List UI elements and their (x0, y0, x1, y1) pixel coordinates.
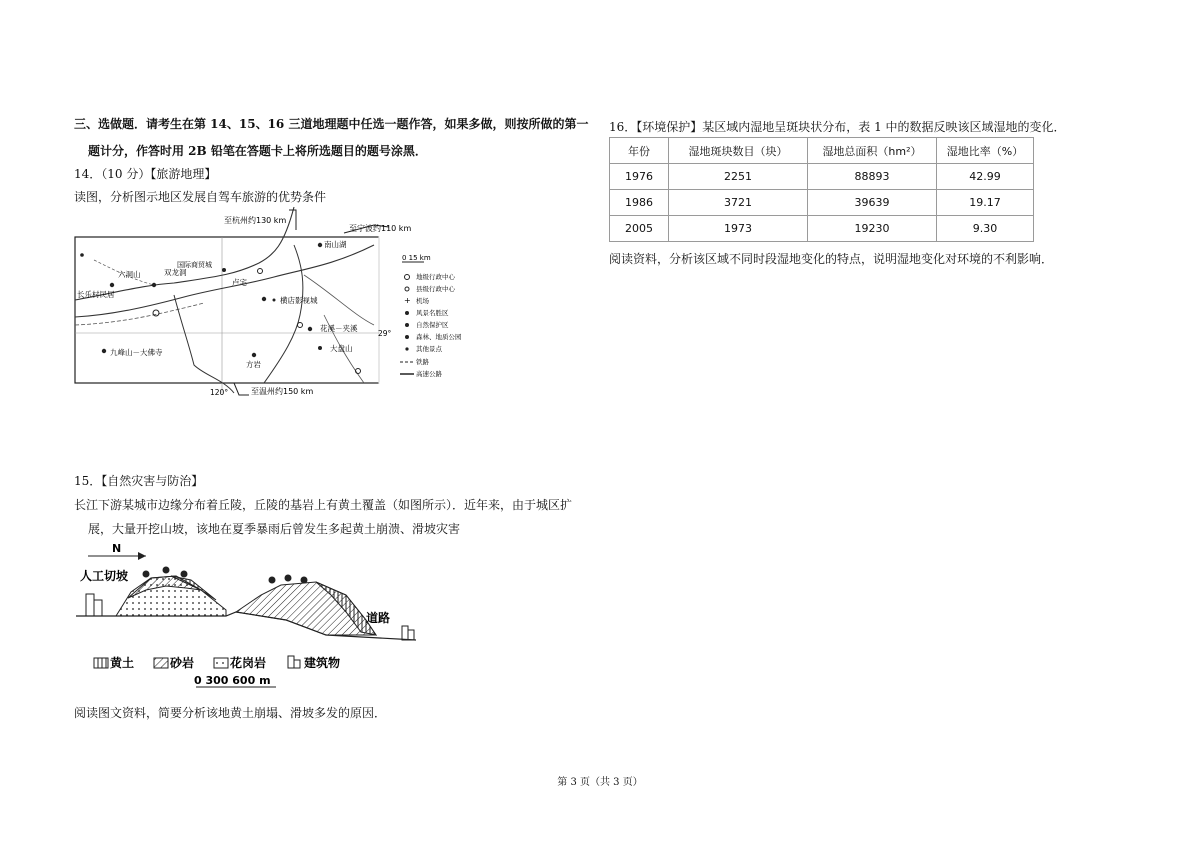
label-hengdian: 横店影视城 (280, 296, 318, 305)
page-footer: 第 3 页（共 3 页） (557, 777, 643, 788)
label-lon: 120° (210, 388, 229, 397)
diagram-scale: 0 300 600 m (194, 674, 271, 687)
scenic-icon (252, 353, 256, 357)
airport-icon (222, 268, 226, 272)
table-row (610, 216, 1034, 242)
scenic-icon (110, 283, 114, 287)
table-cell: 88893 (808, 164, 937, 190)
map-frame (75, 237, 379, 383)
q15-header: 15．【自然灾害与防治】 (74, 474, 204, 488)
table-cell: 42.99 (937, 164, 1034, 190)
tree-icon (163, 567, 170, 574)
q15-question: 阅读图文资料，简要分析该地黄土崩塌、滑坡多发的原因． (74, 706, 387, 720)
section-instructions-line1: 三、选做题．请考生在第 14、15、16 三道地理题中任选一题作答，如果多做，则按所做的第一 (74, 117, 589, 131)
q16-header: 16．【环境保护】某区域内湿地呈斑块状分布，表 1 中的数据反映该区域湿地的变化． (609, 120, 1066, 134)
q15-line2: 展，大量开挖山坡，该地在夏季暴雨后曾发生多起黄土崩溃、滑坡灾害 (88, 522, 461, 536)
label-shuanglong: 双龙洞 (164, 268, 187, 277)
legend-loess-swatch (94, 658, 108, 668)
table-cell: 3721 (669, 190, 808, 216)
table-cell: 1976 (610, 164, 669, 190)
col-header: 年份 (610, 138, 669, 164)
legend-building-swatch (288, 656, 294, 668)
label-guoji: 国际商贸城 (177, 261, 212, 269)
map-scale: 0 15 km (402, 254, 431, 262)
legend-loess: 黄土 (110, 656, 135, 670)
highway (75, 245, 374, 317)
tree-icon (301, 577, 308, 584)
table-cell: 2251 (669, 164, 808, 190)
tree-icon (181, 571, 188, 578)
table-cell: 1986 (610, 190, 669, 216)
table-cell: 19230 (808, 216, 937, 242)
railway (75, 303, 204, 325)
county-center-icon (356, 369, 361, 374)
tree-icon (269, 577, 276, 584)
q15-line1: 长江下游某城市边缘分布着丘陵，丘陵的基岩上有黄土覆盖（如图所示）．近年来，由于城区扩 (74, 498, 573, 512)
label-to-wenzhou: 至温州约150 km (251, 387, 314, 396)
tree-icon (143, 571, 150, 578)
col-header: 湿地斑块数目（块） (669, 138, 808, 164)
north-label: N (112, 542, 122, 555)
legend-other: 其他景点 (416, 345, 442, 353)
label-fangyan: 方岩 (246, 360, 261, 369)
col-header: 湿地总面积（hm²） (808, 138, 937, 164)
legend-reserve: 自然保护区 (416, 321, 449, 329)
table-cell: 9.30 (937, 216, 1034, 242)
table-row (610, 190, 1034, 216)
highway (174, 295, 234, 393)
label-lat: 29° (378, 329, 392, 338)
label-luzhai: 卢宅 (232, 278, 247, 287)
building-icon (402, 626, 414, 640)
table-cell: 1973 (669, 216, 808, 242)
scenic-icon (152, 283, 156, 287)
legend-sandstone: 砂岩 (170, 656, 195, 670)
legend-airport: 机场 (416, 297, 429, 305)
prefecture-center-icon (153, 310, 159, 316)
label-to-hangzhou: 至杭州约130 km (224, 216, 287, 225)
label-dapanshan: 大盘山 (330, 344, 353, 353)
legend-granite: 花岗岩 (230, 656, 267, 670)
arrow-wenzhou (234, 383, 249, 395)
q16-question: 阅读资料，分析该区域不同时段湿地变化的特点，说明湿地变化对环境的不利影响． (609, 252, 1054, 266)
table-cell: 2005 (610, 216, 669, 242)
scenic-icon (308, 327, 312, 331)
label-to-ningbo: 至宁波约110 km (349, 224, 412, 233)
legend-granite-swatch (214, 658, 228, 668)
label-liudong: 六洞山 (118, 270, 141, 279)
legend-prefecture: 地级行政中心 (416, 273, 455, 281)
label-jiufeng: 九峰山－大佛寺 (110, 348, 163, 357)
legend-scenic: 风景名胜区 (416, 309, 449, 317)
forest-park-icon (318, 346, 322, 350)
highway (264, 245, 303, 383)
tree-icon (285, 575, 292, 582)
label-huaxi: 花溪－夹溪 (320, 324, 358, 333)
county-center-icon (258, 269, 263, 274)
legend-building: 建筑物 (304, 656, 341, 670)
table-header-row (610, 138, 1034, 164)
wetland-table (609, 137, 1034, 242)
legend-county: 县级行政中心 (416, 285, 455, 293)
building-icon (86, 594, 102, 616)
spot-icon (273, 299, 276, 302)
scenic-icon (318, 243, 322, 247)
legend-sandstone-swatch (154, 658, 168, 668)
legend-railway: 铁路 (416, 358, 429, 366)
scenic-icon (102, 349, 106, 353)
label-changle: 长乐村民居 (77, 290, 115, 299)
legend-highway: 高速公路 (416, 370, 442, 378)
road-label: 道路 (366, 611, 391, 625)
landslide-profile-diagram (76, 540, 436, 690)
legend-forest: 森林、地质公园 (416, 333, 462, 341)
map-legend (400, 272, 462, 378)
q14-header: 14．（10 分）【旅游地理】 (74, 167, 217, 181)
label-nanshanhu: 南山湖 (324, 240, 347, 249)
table-row (610, 164, 1034, 190)
spot-icon (80, 253, 84, 257)
table-cell: 39639 (808, 190, 937, 216)
scenic-icon (262, 297, 266, 301)
cut-slope-label: 人工切坡 (80, 569, 129, 583)
section-instructions-line2: 题计分，作答时用 2B 铅笔在答题卡上将所选题目的题号涂黑． (88, 144, 427, 158)
q14-prompt: 读图，分析图示地区发展自驾车旅游的优势条件 (74, 190, 327, 204)
col-header: 湿地比率（%） (937, 138, 1034, 164)
county-center-icon (298, 323, 303, 328)
table-cell: 19.17 (937, 190, 1034, 216)
tourism-map (74, 205, 494, 400)
svg-text:+: + (404, 296, 411, 305)
